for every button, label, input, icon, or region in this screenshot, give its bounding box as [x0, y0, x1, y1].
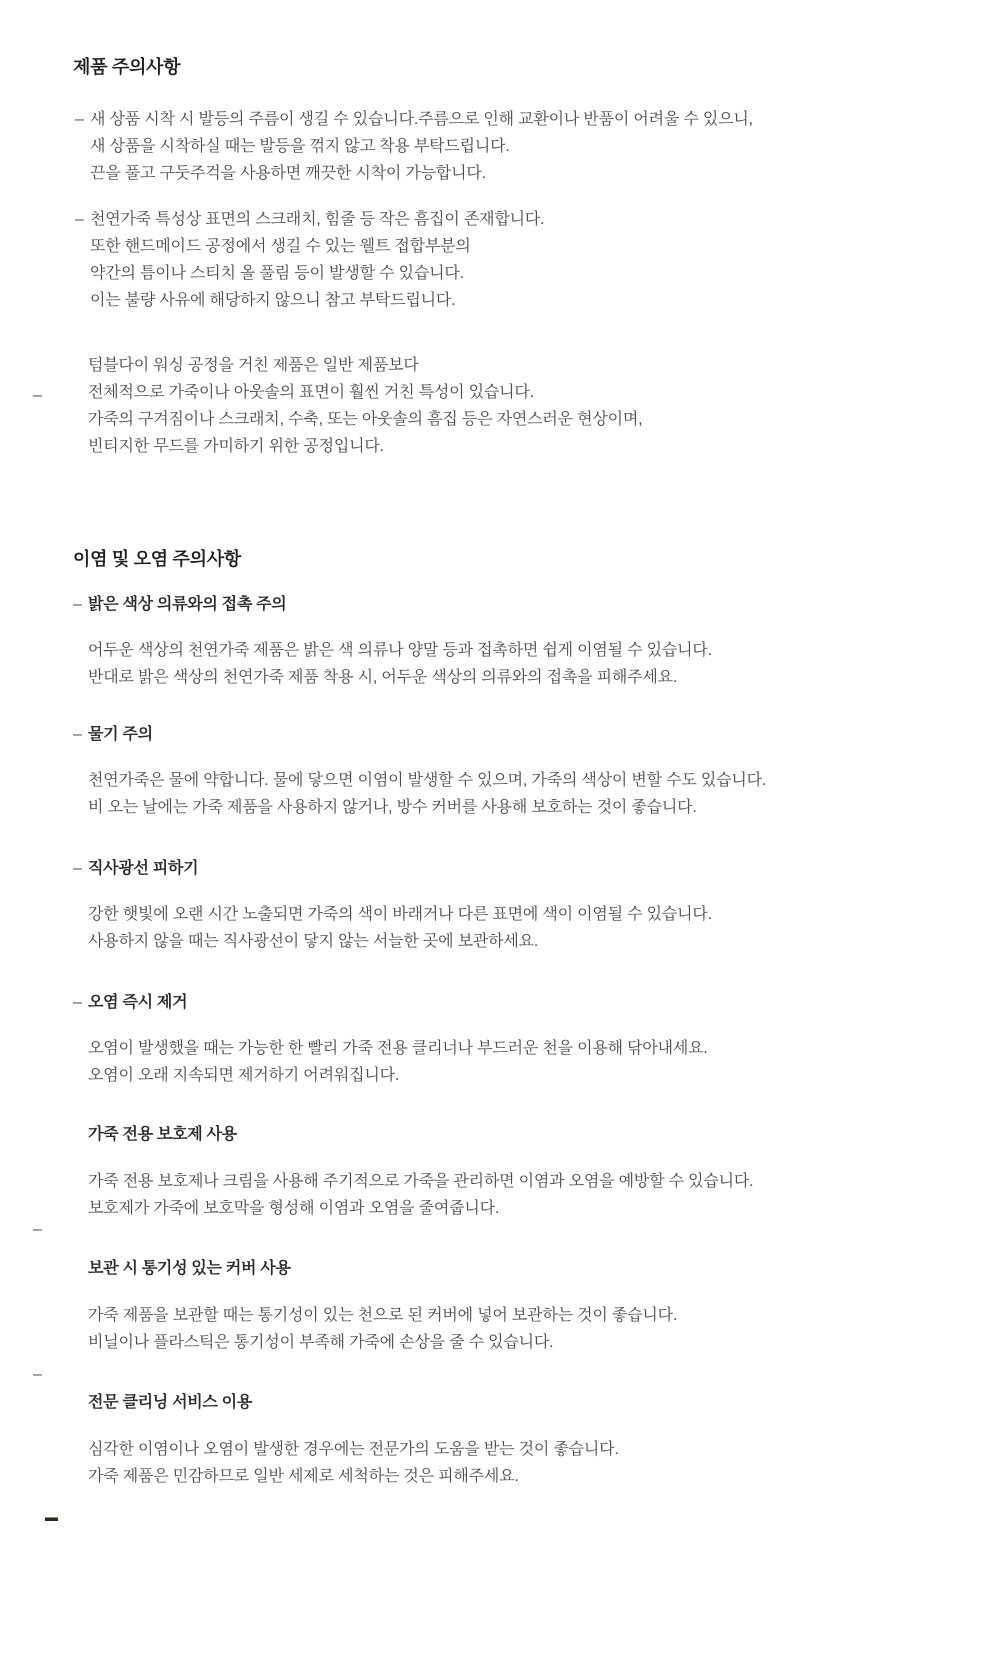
notice-item-text [90, 206, 544, 314]
subsection-heading-text: 전문 클리닝 서비스 이용 [88, 1394, 252, 1411]
notice-item-text [90, 106, 753, 187]
text-line: 강한 햇빛에 오랜 시간 노출되면 가죽의 색이 바래거나 다른 표면에 색이 이염될 수 있습니다. [88, 906, 712, 923]
notice-item-leather-flaws [75, 206, 544, 314]
notice-item-fit-wrinkles [75, 106, 753, 187]
text-line: 보호제가 가죽에 보호막을 형성해 이염과 오염을 줄여줍니다. [88, 1200, 500, 1217]
subsection-body-breathable-cover [88, 1302, 677, 1356]
text-line: 전체적으로 가죽이나 아웃솔의 표면이 훨씬 거친 특성이 있습니다. [88, 384, 534, 401]
text-line: 사용하지 않을 때는 직사광선이 닿지 않는 서늘한 곳에 보관하세요. [88, 933, 539, 950]
text-line: 약간의 틈이나 스티치 올 풀림 등이 발생할 수 있습니다. [90, 265, 464, 282]
text-line: 반대로 밝은 색상의 천연가죽 제품 착용 시, 어두운 색상의 의류와의 접촉을 피해주세요. [88, 669, 678, 686]
subsection-heading-text: 밝은 색상 의류와의 접촉 주의 [88, 596, 287, 613]
subsection-body-moisture [88, 767, 766, 821]
text-line: 가죽 제품은 민감하므로 일반 세제로 세척하는 것은 피해주세요. [88, 1468, 519, 1485]
text-line: 오염이 오래 지속되면 제거하기 어려워집니다. [88, 1067, 400, 1084]
text-line: 가죽 전용 보호제나 크림을 사용해 주기적으로 가죽을 관리하면 이염과 오염을 예방할 수 있습니다. [88, 1173, 754, 1190]
text-line: 또한 핸드메이드 공정에서 생길 수 있는 웰트 접합부분의 [90, 238, 471, 255]
text-line: 빈티지한 무드를 가미하기 위한 공정입니다. [88, 438, 384, 455]
subsection-heading-text: 보관 시 통기성 있는 커버 사용 [88, 1260, 291, 1277]
subsection-heading-text: 오염 즉시 제거 [88, 994, 188, 1011]
text-line: 심각한 이염이나 오염이 발생한 경우에는 전문가의 도움을 받는 것이 좋습니다. [88, 1441, 619, 1458]
text-line: 오염이 발생했을 때는 가능한 한 빨리 가죽 전용 클리너나 부드러운 천을 이용해 닦아내세요. [88, 1040, 708, 1057]
dash-marker: – [73, 726, 82, 743]
subsection-heading-text: 가죽 전용 보호제 사용 [88, 1126, 237, 1143]
notice-item-tumble-dye [88, 352, 642, 460]
subsection-heading-text: 직사광선 피하기 [88, 860, 199, 877]
text-line: 어두운 색상의 천연가죽 제품은 밝은 색 의류나 양말 등과 접촉하면 쉽게 이염될 수 있습니다. [88, 642, 712, 659]
section-title-product-cautions: 제품 주의사항 [73, 57, 181, 78]
text-line: 비닐이나 플라스틱은 통기성이 부족해 가죽에 손상을 줄 수 있습니다. [88, 1334, 554, 1351]
section-title-stain-cautions: 이염 및 오염 주의사항 [73, 549, 241, 570]
text-line: 가죽의 구겨짐이나 스크래치, 수축, 또는 아웃솔의 흠집 등은 자연스러운 현상이며, [88, 411, 643, 428]
subsection-body-sunlight [88, 901, 712, 955]
subsection-heading-moisture [73, 724, 153, 746]
text-line: 새 상품 시착 시 발등의 주름이 생길 수 있습니다.주름으로 인해 교환이나 반품이 어려울 수 있으니, [90, 111, 753, 128]
margin-dash-marker: – [33, 387, 42, 404]
margin-dash-bar [45, 1517, 58, 1521]
subsection-heading-stain-removal [73, 992, 187, 1014]
subsection-heading-protectant [88, 1124, 237, 1146]
subsection-heading-text: 물기 주의 [88, 726, 153, 743]
text-line: 끈을 풀고 구둣주걱을 사용하면 깨끗한 시착이 가능합니다. [90, 165, 486, 182]
dash-marker: – [73, 596, 82, 613]
subsection-heading-bright-clothing [73, 594, 286, 616]
subsection-body-stain-removal [88, 1035, 708, 1089]
subsection-body-protectant [88, 1168, 753, 1222]
text-line: 가죽 제품을 보관할 때는 통기성이 있는 천으로 된 커버에 넣어 보관하는 것이 좋습니다. [88, 1307, 678, 1324]
subsection-heading-breathable-cover [88, 1258, 291, 1280]
dash-marker: – [75, 211, 84, 228]
text-line: 텀블다이 워싱 공정을 거친 제품은 일반 제품보다 [88, 357, 419, 374]
dash-marker: – [75, 111, 84, 128]
subsection-body-professional-cleaning [88, 1436, 619, 1490]
subsection-heading-professional-cleaning [88, 1392, 252, 1414]
text-line: 이는 불량 사유에 해당하지 않으니 참고 부탁드립니다. [90, 292, 456, 309]
subsection-body-bright-clothing [88, 637, 712, 691]
text-line: 새 상품을 시착하실 때는 발등을 꺾지 않고 착용 부탁드립니다. [90, 138, 510, 155]
text-line: 천연가죽은 물에 약합니다. 물에 닿으면 이염이 발생할 수 있으며, 가죽의 색상이 변할 수도 있습니다. [88, 772, 767, 789]
text-line: 천연가죽 특성상 표면의 스크래치, 힘줄 등 작은 흠집이 존재합니다. [90, 211, 545, 228]
dash-marker: – [73, 994, 82, 1011]
margin-dash-marker: – [33, 1221, 42, 1238]
text-line: 비 오는 날에는 가죽 제품을 사용하지 않거나, 방수 커버를 사용해 보호하는 것이 좋습니다. [88, 799, 697, 816]
dash-marker: – [73, 860, 82, 877]
subsection-heading-sunlight [73, 858, 198, 880]
margin-dash-marker: – [33, 1366, 42, 1383]
